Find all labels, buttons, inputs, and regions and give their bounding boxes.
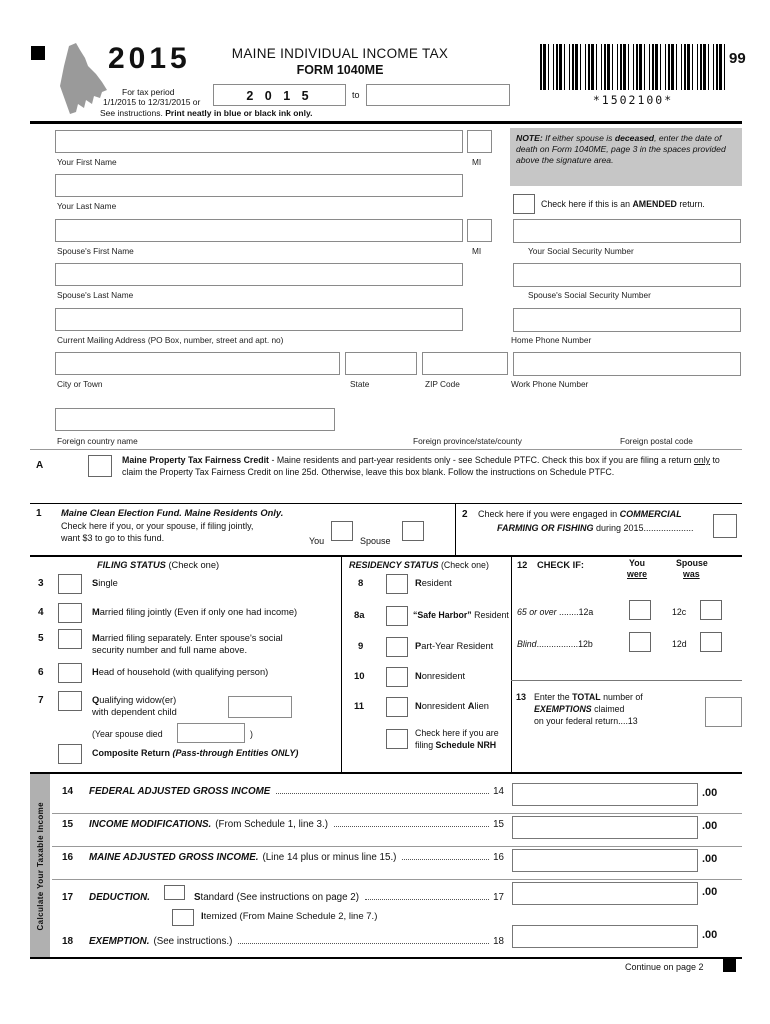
part-year-checkbox[interactable]: [386, 637, 408, 657]
line18-ref: 18: [493, 936, 504, 947]
tp: Resident: [471, 610, 509, 620]
to-label: to: [352, 90, 360, 100]
nonresident-alien-label: [415, 701, 489, 711]
tp: P: [415, 641, 422, 651]
safe-harbor-label: [413, 610, 509, 620]
city-input[interactable]: [55, 352, 340, 375]
registration-mark-top: [31, 46, 45, 60]
spouse-first-name-input[interactable]: [55, 219, 463, 242]
line2-number: 2: [462, 509, 468, 520]
tax-period-end-input[interactable]: [366, 84, 510, 106]
line18-number: 18: [62, 936, 74, 947]
line16-leader: [402, 859, 489, 860]
note-label: NOTE:: [516, 133, 543, 143]
line14-row: [62, 786, 504, 797]
tp: “Safe Harbor”: [413, 610, 472, 620]
section-a-top-divider: [30, 449, 742, 450]
composite-return-checkbox[interactable]: [58, 744, 82, 764]
foreign-country-label: Foreign country name: [57, 436, 138, 446]
tp: (Pass-through Entities ONLY): [172, 748, 299, 758]
tp: lien: [474, 701, 489, 711]
check-if-label: CHECK IF:: [537, 560, 584, 570]
line18-label: EXEMPTION.: [89, 936, 150, 947]
line16-suffix: (Line 14 plus or minus line 15.): [262, 852, 397, 863]
ptfc-text-1: - Maine residents and part-year residents only - see Schedule PTFC. Check this box if you are filing a return: [269, 455, 694, 465]
standard-deduction-checkbox[interactable]: [164, 885, 185, 900]
clean-election-you-label: You: [309, 536, 325, 546]
tp: I: [201, 911, 204, 922]
line14-leader: [276, 793, 489, 794]
tp: A: [467, 701, 475, 711]
tp: N: [415, 701, 422, 711]
farming-text-line2: [497, 523, 694, 533]
row-divider: [52, 813, 742, 814]
line15-number: 15: [62, 819, 74, 830]
farming-bold-fishing: FARMING OR FISHING: [497, 523, 594, 533]
tp: EXEMPTIONS: [534, 704, 592, 714]
spouse-last-name-label: Spouse's Last Name: [57, 290, 134, 300]
itemized-deduction-checkbox[interactable]: [172, 909, 194, 926]
dependent-child-year-input[interactable]: [228, 696, 292, 718]
line7-number: 7: [38, 695, 44, 706]
clean-election-spouse-checkbox[interactable]: [402, 521, 424, 541]
residency-status-title: RESIDENCY STATUS: [349, 560, 439, 570]
12b-checkbox[interactable]: [629, 632, 651, 652]
barcode: [540, 44, 726, 90]
residency-status-suffix: (Check one): [438, 560, 489, 570]
line12-number: 12: [517, 560, 528, 570]
amended-text-2: return.: [676, 199, 705, 209]
year-spouse-died-post: ): [250, 729, 253, 739]
tp: Q: [92, 695, 100, 705]
filing-separate-checkbox[interactable]: [58, 629, 82, 649]
filing-residency-divider: [341, 557, 342, 772]
registration-mark-bottom: [723, 959, 736, 972]
spouse-mi-input[interactable]: [467, 219, 492, 242]
line18-cents: .00: [702, 929, 718, 941]
clean-election-title: Maine Clean Election Fund. Maine Residents Only.: [61, 508, 284, 518]
ssn-input[interactable]: [513, 219, 741, 243]
tp: arried filing jointly (Even if only one had income): [99, 607, 298, 617]
year-spouse-died-input[interactable]: [177, 723, 245, 743]
line18-leader: [238, 943, 489, 944]
tp: .................12b: [536, 639, 593, 649]
line17-leader: [365, 899, 489, 900]
foreign-province-label: Foreign province/state/county: [413, 436, 522, 446]
filing-status-title: FILING STATUS: [97, 560, 166, 570]
tp: N: [415, 671, 422, 681]
zip-input[interactable]: [422, 352, 508, 375]
clean-election-you-checkbox[interactable]: [331, 521, 353, 541]
ptfc-text: [122, 455, 740, 478]
12c-label: 12c: [672, 607, 687, 617]
tp: esident: [421, 578, 452, 588]
clean-election-spouse-label: Spouse: [360, 536, 391, 546]
line8-number: 8: [358, 578, 364, 589]
deceased-note: [510, 128, 742, 186]
tp: M: [92, 607, 100, 617]
work-phone-label: Work Phone Number: [511, 379, 589, 389]
tp: number of: [600, 692, 643, 702]
tp: Blind: [517, 639, 537, 649]
standard-deduction-label: [194, 892, 359, 903]
amended-text-1: Check here if this is an: [541, 199, 633, 209]
filing-hoh-checkbox[interactable]: [58, 663, 82, 683]
spouse-ssn-input[interactable]: [513, 263, 741, 287]
line1-line2-divider: [455, 503, 456, 555]
schedule-nrh-checkbox[interactable]: [386, 729, 408, 749]
filing-widow-label-2: with dependent child: [92, 707, 177, 717]
tp: ........12a: [556, 607, 594, 617]
first-name-label: Your First Name: [57, 157, 117, 167]
status-section-top-divider: [30, 555, 742, 557]
12d-label: 12d: [672, 639, 687, 649]
ptfc-text-2: to claim the Property Tax Fairness Credit on line 25d. Otherwise, leave this box blank. Follow the instructions on Schedule PTFC.: [122, 455, 720, 477]
barcode-text: *1502100*: [592, 93, 674, 107]
spouse-mi-label: MI: [472, 246, 482, 256]
tp: Composite Return: [92, 748, 173, 758]
ptfc-underline-only: only: [693, 455, 711, 465]
were-column-label: were: [627, 569, 648, 579]
age-65-label: [517, 607, 593, 617]
mailing-address-input[interactable]: [55, 308, 463, 331]
tp: ualifying widow(er): [99, 695, 177, 705]
tax-period-start-value: 2 0 1 5: [246, 89, 313, 103]
income-section-bottom-divider: [30, 957, 742, 959]
line8a-number: 8a: [354, 610, 365, 621]
ssn-label: Your Social Security Number: [528, 246, 634, 256]
line16-ref: 16: [493, 852, 504, 863]
farming-text-line1: [478, 509, 682, 519]
tp: filing: [415, 740, 436, 750]
tp: R: [415, 578, 422, 588]
home-phone-label: Home Phone Number: [511, 335, 592, 345]
filing-widow-checkbox[interactable]: [58, 691, 82, 711]
first-name-mi-input[interactable]: [467, 130, 492, 153]
line17-amount-input[interactable]: [512, 882, 698, 905]
city-label: City or Town: [57, 379, 103, 389]
part-year-label: [415, 641, 493, 651]
tp: claimed: [591, 704, 625, 714]
line15-leader: [334, 826, 489, 827]
filing-status-header: [97, 560, 219, 570]
tp: TOTAL: [572, 692, 601, 702]
tp: Enter the: [534, 692, 573, 702]
residency-status-header: [349, 560, 489, 570]
spouse-ssn-label: Spouse's Social Security Number: [528, 290, 651, 300]
year-spouse-died-pre: (Year spouse died: [92, 729, 163, 739]
filing-single-label: [92, 578, 118, 588]
line17-label: DEDUCTION.: [89, 892, 150, 903]
check12-line13-divider: [511, 680, 742, 681]
nrh-label-2: [415, 740, 496, 750]
zip-label: ZIP Code: [425, 379, 460, 389]
clean-election-text-2: want $3 to go to this fund.: [61, 533, 165, 543]
see-instructions-text: See instructions.: [100, 108, 163, 118]
note-text-2: , enter the date of death on Form 1040ME, page 3 in the spaces provided above the signature area.: [516, 133, 726, 165]
filing-separate-label: [92, 633, 283, 643]
line3-number: 3: [38, 578, 44, 589]
foreign-postal-label: Foreign postal code: [620, 436, 693, 446]
exemptions-text-2: [534, 704, 624, 714]
exemptions-text-3: on your federal return....13: [534, 716, 638, 726]
commercial-farming-checkbox[interactable]: [713, 514, 737, 538]
first-name-mi-label: MI: [472, 157, 482, 167]
residency-resident-checkbox[interactable]: [386, 574, 408, 594]
tp: art-Year Resident: [421, 641, 494, 651]
tp: 65 or over: [517, 607, 557, 617]
line10-number: 10: [354, 671, 365, 682]
line9-number: 9: [358, 641, 364, 652]
filing-hoh-label: [92, 667, 268, 677]
filing-separate-label-2: security number and full name above.: [92, 645, 248, 655]
work-phone-input[interactable]: [513, 352, 741, 376]
line14-ref: 14: [493, 786, 504, 797]
mailing-address-label: Current Mailing Address (PO Box, number, street and apt. no): [57, 335, 284, 345]
line17-number: 17: [62, 892, 74, 903]
farming-bold-commercial: COMMERCIAL: [619, 509, 682, 519]
line15-row: [62, 819, 504, 830]
amended-bold: AMENDED: [632, 199, 677, 209]
residency-check12-divider: [511, 557, 512, 772]
exemptions-count-input[interactable]: [705, 697, 742, 727]
tp: temized (From Maine Schedule 2, line 7.): [203, 911, 378, 922]
nrh-label-1: Check here if you are: [415, 728, 499, 738]
farming-text-2: during 2015....................: [593, 523, 694, 533]
last-name-input[interactable]: [55, 174, 463, 197]
line6-number: 6: [38, 667, 44, 678]
composite-return-label: [92, 748, 298, 758]
line15-ref: 15: [493, 819, 504, 830]
filing-joint-label: [92, 607, 297, 617]
maine-state-logo: [52, 40, 108, 116]
section-a-bottom-divider: [30, 503, 742, 504]
line15-amount-input[interactable]: [512, 816, 698, 839]
spouse-last-name-input[interactable]: [55, 263, 463, 286]
line15-cents: .00: [702, 820, 718, 832]
section-a-letter: A: [36, 460, 44, 471]
tp: onresident: [421, 701, 468, 711]
line15-label: INCOME MODIFICATIONS.: [89, 819, 212, 830]
tp: arried filing separately. Enter spouse's social: [99, 633, 283, 643]
tp: M: [92, 633, 100, 643]
taxable-income-sidebar: [30, 774, 50, 958]
line17-cents: .00: [702, 886, 718, 898]
nonresident-alien-checkbox[interactable]: [386, 697, 408, 717]
line13-number: 13: [516, 692, 527, 702]
filing-joint-checkbox[interactable]: [58, 603, 82, 623]
line16-row: [62, 852, 504, 863]
tp: S: [193, 892, 201, 903]
line4-number: 4: [38, 607, 44, 618]
line15-suffix: (From Schedule 1, line 3.): [215, 819, 328, 830]
sidebar-label: Calculate Your Taxable Income: [35, 801, 45, 931]
clean-election-text-1: Check here if you, or your spouse, if filing jointly,: [61, 521, 254, 531]
line17-row: [62, 885, 504, 903]
line17-ref: 17: [493, 892, 504, 903]
tax-period-dates: 1/1/2015 to 12/31/2015 or: [103, 97, 201, 107]
12c-checkbox[interactable]: [700, 600, 722, 620]
tp: ingle: [98, 578, 118, 588]
form-subtitle: FORM 1040ME: [296, 63, 384, 77]
state-input[interactable]: [345, 352, 417, 375]
12d-checkbox[interactable]: [700, 632, 722, 652]
line16-cents: .00: [702, 853, 718, 865]
spouse-column-label: Spouse: [676, 558, 708, 568]
tp: onresident: [421, 671, 466, 681]
tp: tandard (See instructions on page 2): [200, 892, 359, 903]
ptfc-bold: Maine Property Tax Fairness Credit: [122, 455, 269, 465]
safe-harbor-checkbox[interactable]: [386, 606, 408, 626]
residency-resident-label: [415, 578, 452, 588]
filing-status-suffix: (Check one): [165, 560, 220, 570]
filing-widow-label: [92, 695, 176, 705]
line18-amount-input[interactable]: [512, 925, 698, 948]
line11-number: 11: [354, 701, 365, 712]
line14-number: 14: [62, 786, 74, 797]
row-divider: [52, 846, 742, 847]
line16-amount-input[interactable]: [512, 849, 698, 872]
tp: S: [92, 578, 99, 588]
line14-amount-input[interactable]: [512, 783, 698, 806]
line5-number: 5: [38, 633, 44, 644]
form-year: 2015: [108, 42, 191, 75]
line1-number: 1: [36, 508, 42, 519]
blind-label: [517, 639, 593, 649]
instructions-line: [100, 108, 312, 118]
tp: Schedule NRH: [435, 740, 497, 750]
note-text-1: If either spouse is: [542, 133, 615, 143]
itemized-deduction-label: [201, 911, 377, 922]
tax-period-start-input[interactable]: [213, 84, 346, 106]
tp: ead of household (with qualifying person): [98, 667, 269, 677]
tax-period-label: For tax period: [122, 87, 175, 97]
nonresident-label: [415, 671, 465, 681]
amended-return-label: [541, 199, 705, 209]
foreign-country-input[interactable]: [55, 408, 335, 431]
line14-cents: .00: [702, 787, 718, 799]
header-divider: [30, 121, 742, 124]
line16-number: 16: [62, 852, 74, 863]
was-column-label: was: [683, 569, 700, 579]
amended-return-checkbox[interactable]: [513, 194, 535, 214]
print-notice-text: Print neatly in blue or black ink only.: [165, 108, 313, 118]
nonresident-checkbox[interactable]: [386, 667, 408, 687]
last-name-label: Your Last Name: [57, 201, 117, 211]
state-label: State: [350, 379, 370, 389]
row-divider: [52, 879, 742, 880]
ptfc-checkbox[interactable]: [88, 455, 112, 477]
note-bold-deceased: deceased: [614, 133, 655, 143]
form-title: MAINE INDIVIDUAL INCOME TAX: [231, 46, 449, 61]
line14-label: FEDERAL ADJUSTED GROSS INCOME: [89, 786, 271, 797]
line18-suffix: (See instructions.): [153, 936, 233, 947]
form-code: 99: [729, 50, 746, 67]
spouse-first-name-label: Spouse's First Name: [57, 246, 134, 256]
income-section-top-divider: [30, 772, 742, 774]
first-name-input[interactable]: [55, 130, 463, 153]
home-phone-input[interactable]: [513, 308, 741, 332]
line18-row: [62, 936, 504, 947]
exemptions-text-1: [534, 692, 643, 702]
continue-note: Continue on page 2: [625, 962, 704, 972]
filing-single-checkbox[interactable]: [58, 574, 82, 594]
line16-label: MAINE ADJUSTED GROSS INCOME.: [89, 852, 259, 863]
12a-checkbox[interactable]: [629, 600, 651, 620]
tp: H: [92, 667, 99, 677]
you-column-label: You: [629, 558, 645, 568]
farming-text-1: Check here if you were engaged in: [478, 509, 620, 519]
